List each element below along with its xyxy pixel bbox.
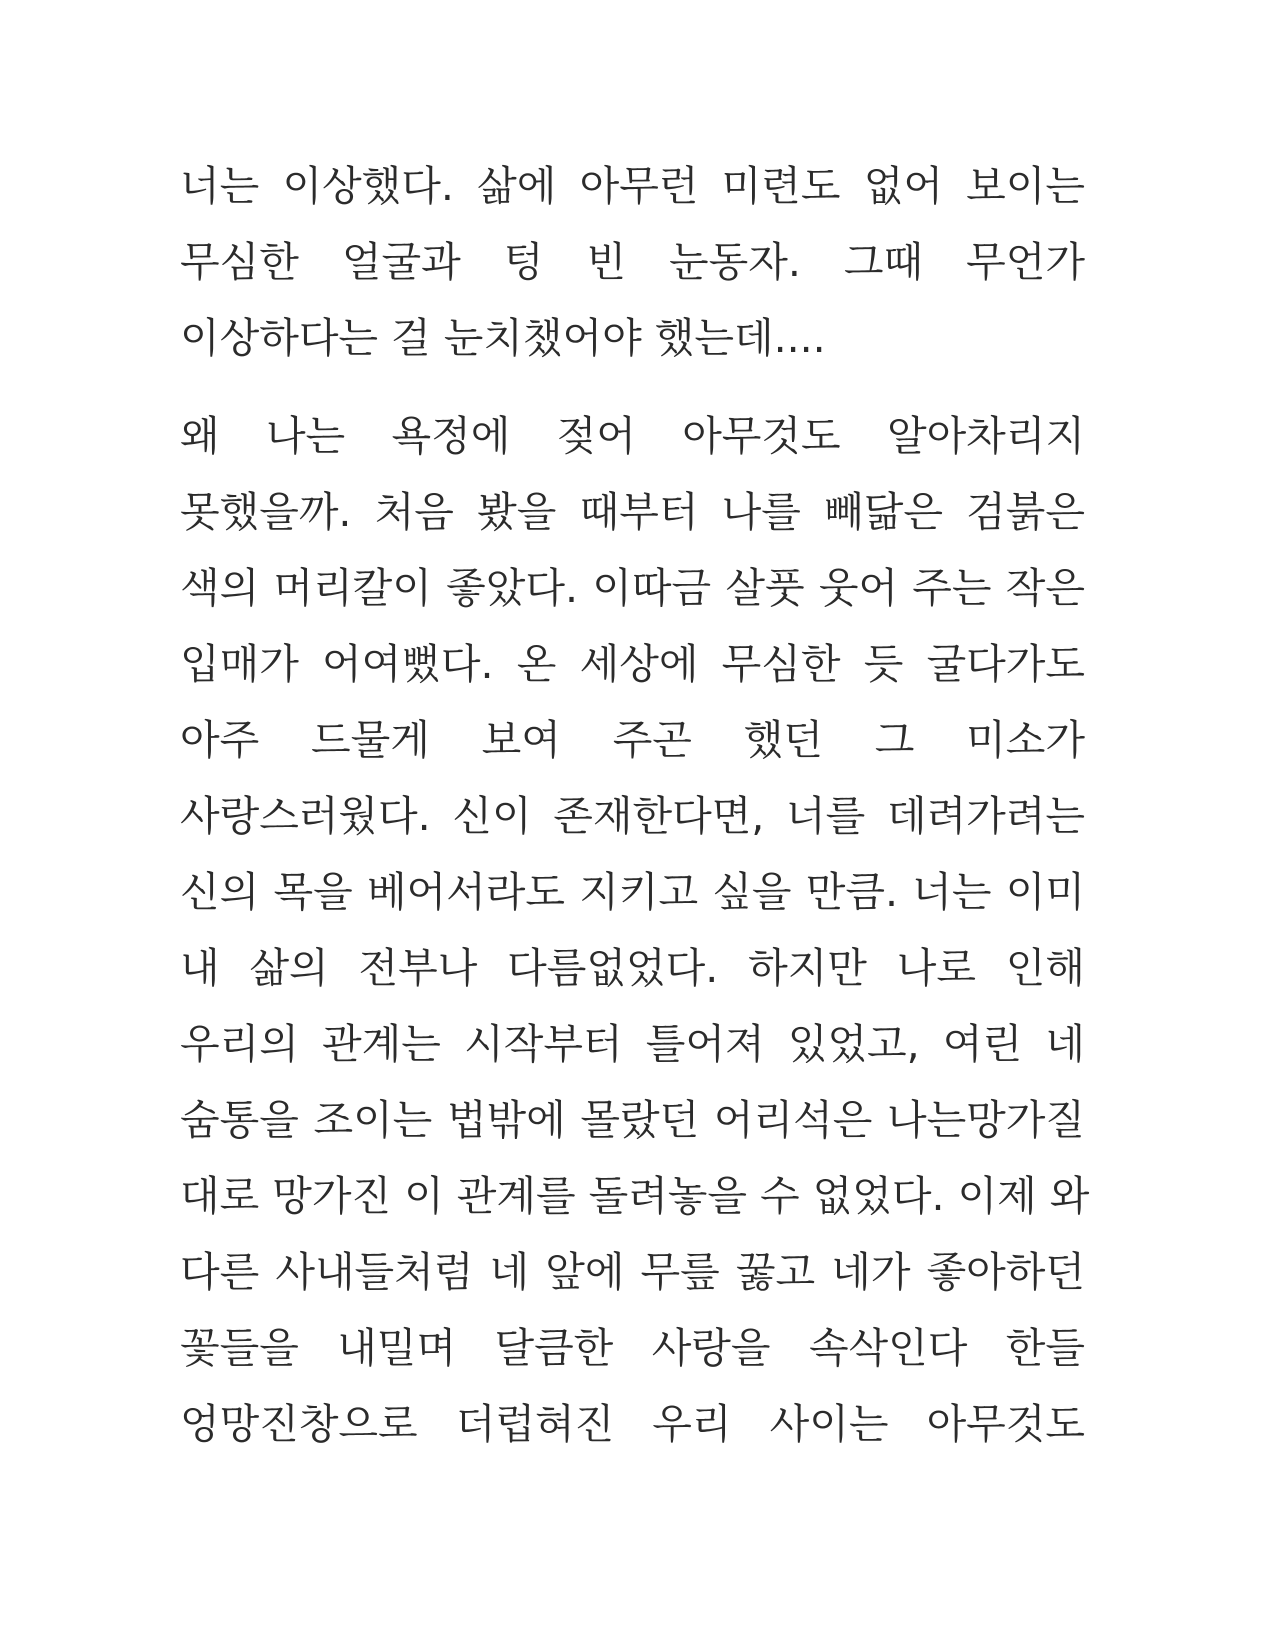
text-line: 신의 목을 베어서라도 지키고 싶을 만큼. 너는 이미 — [180, 868, 1085, 916]
paragraph-1 — [180, 148, 1085, 376]
text-line: 왜 나는 욕정에 젖어 아무것도 알아차리지 — [180, 412, 1085, 460]
text-line: 색의 머리칼이 좋았다. 이따금 살풋 웃어 주는 작은 — [180, 564, 1085, 612]
text-line: 숨통을 조이는 법밖에 몰랐던 어리석은 나는망가질 — [180, 1096, 1085, 1144]
text-line: 입매가 어여뻤다. 온 세상에 무심한 듯 굴다가도 — [180, 640, 1085, 688]
text-line: 엉망진창으로 더럽혀진 우리 사이는 아무것도 — [180, 1400, 1085, 1448]
text-line: 못했을까. 처음 봤을 때부터 나를 빼닮은 검붉은 — [180, 488, 1085, 536]
paragraph-2 — [180, 398, 1090, 1462]
text-line: 너는 이상했다. 삶에 아무런 미련도 없어 보이는 — [180, 162, 1085, 210]
text-line: 다른 사내들처럼 네 앞에 무릎 꿇고 네가 좋아하던 — [180, 1248, 1085, 1296]
text-line: 이상하다는 걸 눈치챘어야 했는데.... — [180, 314, 826, 362]
text-line: 아주 드물게 보여 주곤 했던 그 미소가 — [180, 716, 1085, 764]
text-line: 꽃들을 내밀며 달큼한 사랑을 속삭인다 한들 — [180, 1324, 1085, 1372]
text-line: 사랑스러웠다. 신이 존재한다면, 너를 데려가려는 — [180, 792, 1085, 840]
text-line: 우리의 관계는 시작부터 틀어져 있었고, 여린 네 — [180, 1020, 1085, 1068]
text-line: 내 삶의 전부나 다름없었다. 하지만 나로 인해 — [180, 944, 1085, 992]
text-line: 대로 망가진 이 관계를 돌려놓을 수 없었다. 이제 와 — [180, 1172, 1090, 1220]
text-line: 무심한 얼굴과 텅 빈 눈동자. 그때 무언가 — [180, 238, 1085, 286]
